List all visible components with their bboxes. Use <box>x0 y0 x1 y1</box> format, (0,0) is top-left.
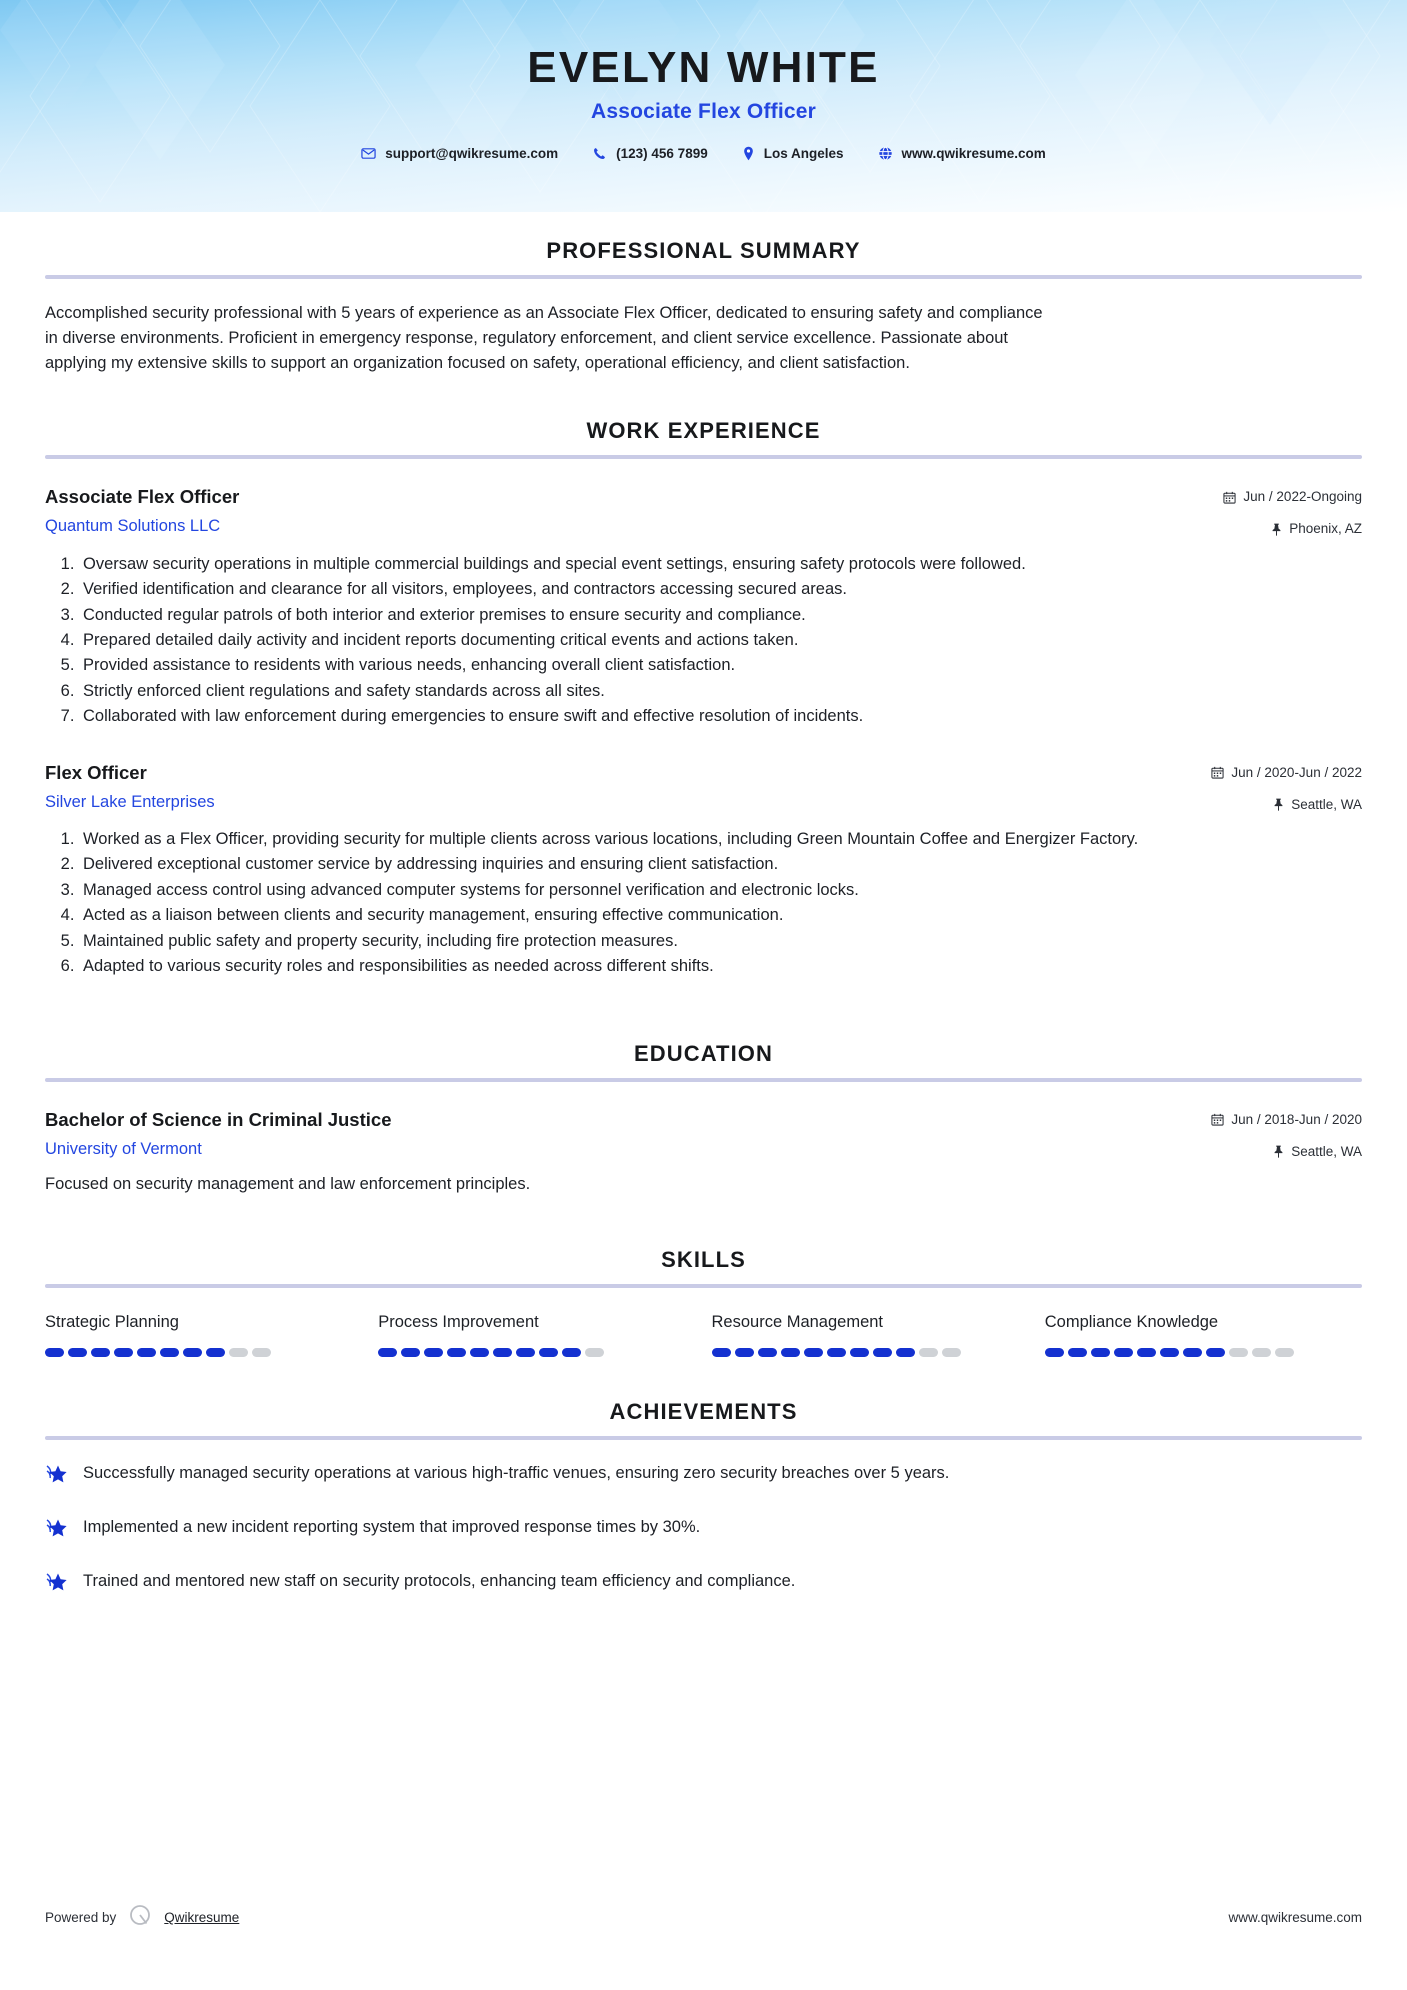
phone-icon <box>592 146 607 161</box>
section-title-summary: PROFESSIONAL SUMMARY <box>546 238 861 263</box>
page-footer <box>45 1903 1362 1932</box>
contact-email-text: support@qwikresume.com <box>385 145 559 161</box>
job-dates-text: Jun / 2022-Ongoing <box>1243 489 1362 505</box>
section-title-education: EDUCATION <box>633 1040 774 1066</box>
skill-dash-filled <box>827 1348 846 1357</box>
job-bullet: 5. Maintained public safety and property security, including fire protection measures. <box>79 930 1362 953</box>
skill-dash-filled <box>735 1348 754 1357</box>
achievement-item <box>45 1570 1362 1600</box>
achievement-item <box>45 1462 1362 1492</box>
skill-dash-filled <box>493 1348 512 1357</box>
job-dates-text: Jun / 2020-Jun / 2022 <box>1231 764 1362 780</box>
skill-dash-empty <box>1252 1348 1271 1357</box>
job-bullet: 1. Worked as a Flex Officer, providing security for multiple clients across various locations, including Green Mountain Coffee and Energizer Factory. <box>79 828 1362 851</box>
contact-phone[interactable] <box>575 146 725 161</box>
section-work-experience <box>45 418 1362 978</box>
skill-dash-filled <box>45 1348 64 1357</box>
skill-dash-filled <box>470 1348 489 1357</box>
job-location-text: Seattle, WA <box>1291 796 1362 812</box>
job-title: Flex Officer <box>45 761 147 783</box>
skill-dash-filled <box>1160 1348 1179 1357</box>
skill-dash-filled <box>562 1348 581 1357</box>
section-title-achievements: ACHIEVEMENTS <box>609 1399 798 1425</box>
skill-dash-filled <box>850 1348 869 1357</box>
skill-item <box>1045 1312 1362 1357</box>
job-dates <box>1211 764 1362 782</box>
achievement-text: Trained and mentored new staff on security protocols, enhancing team efficiency and compliance. <box>83 1572 796 1591</box>
section-skills <box>45 1247 1362 1357</box>
header-role: Associate Flex Officer <box>591 99 816 123</box>
education-location <box>1211 1143 1362 1161</box>
job-location <box>1223 520 1362 538</box>
skill-dash-filled <box>1183 1348 1202 1357</box>
skill-dash-filled <box>137 1348 156 1357</box>
footer-website[interactable]: www.qwikresume.com <box>1228 1910 1362 1925</box>
contact-location-text: Los Angeles <box>763 145 844 161</box>
header-content <box>0 0 1407 161</box>
section-title-skills: SKILLS <box>661 1246 746 1272</box>
skill-dash-filled <box>712 1348 731 1357</box>
skill-label: Resource Management <box>711 1312 884 1331</box>
pushpin-icon <box>1271 523 1282 536</box>
education-entry <box>45 1108 1362 1197</box>
section-professional-summary <box>45 238 1362 376</box>
job-bullet: 7. Collaborated with law enforcement during emergencies to ensure swift and effective resolution of incidents. <box>79 705 1362 728</box>
qwikresume-logo-icon <box>127 1903 153 1932</box>
skills-grid <box>45 1312 1362 1357</box>
star-badge-icon <box>45 1463 67 1492</box>
calendar-icon <box>1211 766 1224 779</box>
skill-dash-filled <box>1068 1348 1087 1357</box>
experience-entry <box>45 485 1362 728</box>
skill-dash-empty <box>252 1348 271 1357</box>
skill-label: Compliance Knowledge <box>1044 1312 1219 1331</box>
skill-label: Process Improvement <box>378 1312 539 1331</box>
skill-dash-filled <box>401 1348 420 1357</box>
company-name[interactable]: Silver Lake Enterprises <box>45 792 215 811</box>
job-bullet: 4. Acted as a liaison between clients and security management, ensuring effective communication. <box>79 904 1362 927</box>
globe-icon <box>878 146 893 161</box>
experience-entry <box>45 761 1362 979</box>
section-divider <box>45 1284 1362 1288</box>
envelope-icon <box>361 146 376 161</box>
skill-dash-empty <box>1229 1348 1248 1357</box>
job-bullet: 2. Delivered exceptional customer service by addressing inquiries and ensuring client satisfaction. <box>79 853 1362 876</box>
skill-item <box>45 1312 362 1357</box>
page-title: EVELYN WHITE <box>527 43 880 92</box>
education-location-text: Seattle, WA <box>1291 1143 1362 1159</box>
skill-dash-filled <box>91 1348 110 1357</box>
skill-dash-filled <box>424 1348 443 1357</box>
job-bullet: 3. Managed access control using advanced computer systems for personnel verification and electronic locks. <box>79 879 1362 902</box>
job-bullet: 5. Provided assistance to residents with various needs, enhancing overall client satisfaction. <box>79 654 1362 677</box>
summary-text: Accomplished security professional with 5 years of experience as an Associate Flex Officer, dedicated to ensuring safety and compliance in diverse environments. Proficient in emergency response, regulatory enforcement, and client service excellence. Passionate about applying my extensive skills to support an organization focused on safety, operational efficiency, and client satisfaction. <box>45 304 1043 373</box>
footer-powered-by-label: Powered by <box>45 1910 117 1925</box>
job-location <box>1211 796 1362 814</box>
skill-dash-filled <box>1114 1348 1133 1357</box>
section-title-experience: WORK EXPERIENCE <box>586 418 821 444</box>
skill-dash-filled <box>68 1348 87 1357</box>
job-dates <box>1223 488 1362 506</box>
skill-dash-filled <box>804 1348 823 1357</box>
job-bullet: 2. Verified identification and clearance for all visitors, employees, and contractors accessing secured areas. <box>79 578 1362 601</box>
job-bullet: 6. Strictly enforced client regulations and safety standards across all sites. <box>79 680 1362 703</box>
experience-entry-header <box>45 485 1362 538</box>
header-banner <box>0 0 1407 212</box>
contact-row <box>0 146 1407 161</box>
education-dates <box>1211 1111 1362 1129</box>
skill-dash-empty <box>919 1348 938 1357</box>
contact-phone-text: (123) 456 7899 <box>616 145 708 161</box>
star-badge-icon <box>45 1571 67 1600</box>
section-divider <box>45 455 1362 459</box>
location-pin-icon <box>742 146 755 161</box>
resume-body <box>0 238 1407 1600</box>
section-divider <box>45 1436 1362 1440</box>
achievements-list <box>45 1462 1362 1600</box>
skill-rating-bar <box>1045 1348 1362 1357</box>
section-education <box>45 1041 1362 1197</box>
skill-dash-filled <box>873 1348 892 1357</box>
education-dates-text: Jun / 2018-Jun / 2020 <box>1231 1111 1362 1127</box>
contact-website-text: www.qwikresume.com <box>901 145 1046 161</box>
section-divider <box>45 275 1362 279</box>
section-divider <box>45 1078 1362 1082</box>
star-badge-icon <box>45 1517 67 1546</box>
skill-dash-filled <box>539 1348 558 1357</box>
footer-brand-link[interactable]: Qwikresume <box>164 1910 240 1925</box>
skill-item <box>378 1312 695 1357</box>
education-entry-meta <box>1211 1108 1362 1161</box>
skill-dash-filled <box>781 1348 800 1357</box>
skill-dash-empty <box>229 1348 248 1357</box>
experience-entry-header <box>45 761 1362 814</box>
skill-dash-filled <box>206 1348 225 1357</box>
job-bullet: 3. Conducted regular patrols of both interior and exterior premises to ensure security and compliance. <box>79 604 1362 627</box>
skill-rating-bar <box>378 1348 695 1357</box>
skill-rating-bar <box>712 1348 1029 1357</box>
education-note: Focused on security management and law enforcement principles. <box>45 1175 531 1194</box>
skill-dash-filled <box>447 1348 466 1357</box>
footer-powered-by <box>45 1903 239 1932</box>
skill-dash-filled <box>758 1348 777 1357</box>
job-bullet: 1. Oversaw security operations in multiple commercial buildings and special event settings, ensuring safety protocols were followed. <box>79 553 1362 576</box>
skill-dash-filled <box>114 1348 133 1357</box>
contact-location[interactable] <box>725 146 861 161</box>
education-entry-header <box>45 1108 1362 1161</box>
skill-dash-filled <box>378 1348 397 1357</box>
calendar-icon <box>1211 1113 1224 1126</box>
experience-entry-main <box>45 761 1211 813</box>
skill-dash-filled <box>1091 1348 1110 1357</box>
achievement-item <box>45 1516 1362 1546</box>
experience-entry-main <box>45 485 1223 537</box>
skill-dash-empty <box>585 1348 604 1357</box>
job-title: Associate Flex Officer <box>45 486 240 508</box>
skill-dash-empty <box>942 1348 961 1357</box>
school-name[interactable]: University of Vermont <box>45 1139 202 1158</box>
education-entry-main <box>45 1108 1211 1160</box>
job-bullet-list <box>45 553 1362 729</box>
skill-dash-filled <box>516 1348 535 1357</box>
section-achievements <box>45 1399 1362 1600</box>
skill-dash-filled <box>1045 1348 1064 1357</box>
job-location-text: Phoenix, AZ <box>1289 521 1362 537</box>
skill-dash-filled <box>183 1348 202 1357</box>
skill-dash-filled <box>896 1348 915 1357</box>
achievement-text: Successfully managed security operations at various high-traffic venues, ensuring zero security breaches over 5 years. <box>83 1464 950 1483</box>
experience-entry-meta <box>1223 485 1362 538</box>
pushpin-icon <box>1273 798 1284 811</box>
job-bullet-list <box>45 828 1362 979</box>
skill-rating-bar <box>45 1348 362 1357</box>
company-name[interactable]: Quantum Solutions LLC <box>45 517 221 536</box>
skill-dash-empty <box>1275 1348 1294 1357</box>
pushpin-icon <box>1273 1145 1284 1158</box>
achievement-text: Implemented a new incident reporting system that improved response times by 30%. <box>83 1518 701 1537</box>
job-bullet: 6. Adapted to various security roles and responsibilities as needed across different shifts. <box>79 955 1362 978</box>
skill-dash-filled <box>160 1348 179 1357</box>
experience-entry-meta <box>1211 761 1362 814</box>
calendar-icon <box>1223 491 1236 504</box>
skill-label: Strategic Planning <box>45 1312 179 1331</box>
skill-dash-filled <box>1206 1348 1225 1357</box>
degree-title: Bachelor of Science in Criminal Justice <box>45 1108 392 1130</box>
skill-item <box>712 1312 1029 1357</box>
contact-website[interactable] <box>861 146 1063 161</box>
job-bullet: 4. Prepared detailed daily activity and incident reports documenting critical events and actions taken. <box>79 629 1362 652</box>
contact-email[interactable] <box>344 146 575 161</box>
skill-dash-filled <box>1137 1348 1156 1357</box>
